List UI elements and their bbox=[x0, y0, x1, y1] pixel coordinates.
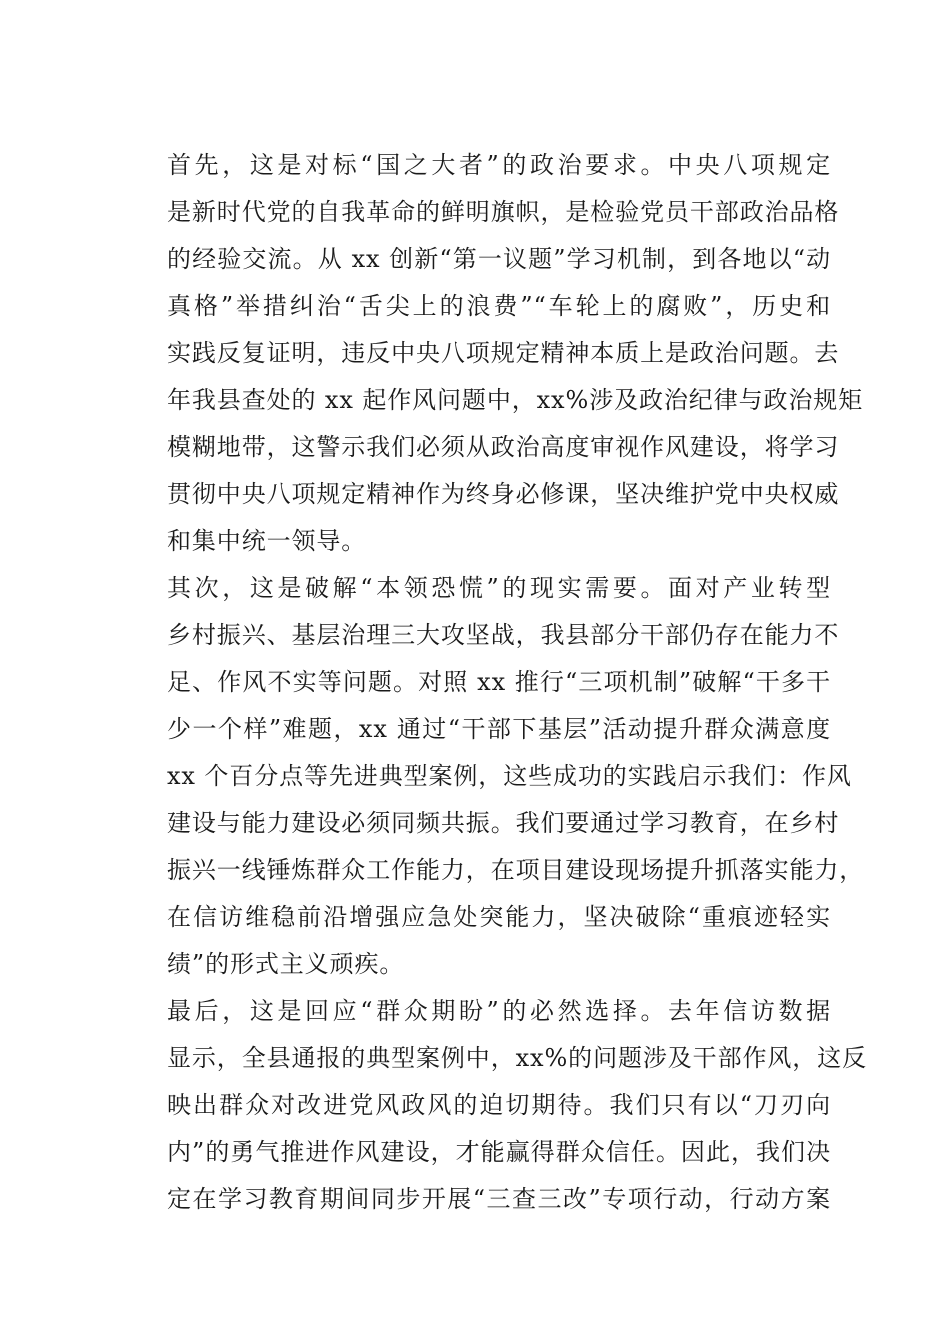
text-line: 首先，这是对标“国之大者”的政治要求。中央八项规定 bbox=[167, 151, 831, 179]
text-line: 其次，这是破解“本领恐慌”的现实需要。面对产业转型 bbox=[167, 574, 831, 602]
text-line: 真格”举措纠治“舌尖上的浪费”“车轮上的腐败”，历史和 bbox=[167, 292, 831, 320]
text-line: 和集中统一领导。 bbox=[167, 527, 367, 555]
paragraph-practical-need bbox=[119, 565, 865, 988]
text-line: 振兴一线锤炼群众工作能力，在项目建设现场提升抓落实能力， bbox=[167, 856, 865, 884]
text-line: 显示，全县通报的典型案例中，xx%的问题涉及干部作风，这反 bbox=[167, 1044, 867, 1072]
text-line: 绩”的形式主义顽疾。 bbox=[167, 950, 405, 978]
text-line: 内”的勇气推进作风建设，才能赢得群众信任。因此，我们决 bbox=[167, 1138, 831, 1166]
text-line: 是新时代党的自我革命的鲜明旗帜，是检验党员干部政治品格 bbox=[167, 198, 840, 226]
paragraph-public-expectation bbox=[119, 988, 867, 1223]
text-line: 实践反复证明，违反中央八项规定精神本质上是政治问题。去 bbox=[167, 339, 840, 367]
text-line: 定在学习教育期间同步开展“三查三改”专项行动，行动方案 bbox=[167, 1185, 831, 1213]
text-line: xx 个百分点等先进典型案例，这些成功的实践启示我们：作风 bbox=[167, 762, 852, 790]
text-line: 建设与能力建设必须同频共振。我们要通过学习教育，在乡村 bbox=[167, 809, 840, 837]
paragraph-political-requirement bbox=[119, 142, 864, 565]
text-line: 年我县查处的 xx 起作风问题中，xx%涉及政治纪律与政治规矩 bbox=[167, 386, 864, 414]
body-text bbox=[119, 142, 867, 1223]
text-line: 足、作风不实等问题。对照 xx 推行“三项机制”破解“干多干 bbox=[167, 668, 831, 696]
text-line: 的经验交流。从 xx 创新“第一议题”学习机制，到各地以“动 bbox=[167, 245, 831, 273]
text-line: 模糊地带，这警示我们必须从政治高度审视作风建设，将学习 bbox=[167, 433, 840, 461]
text-line: 贯彻中央八项规定精神作为终身必修课，坚决维护党中央权威 bbox=[167, 480, 840, 508]
text-line: 最后，这是回应“群众期盼”的必然选择。去年信访数据 bbox=[167, 997, 831, 1025]
text-line: 在信访维稳前沿增强应急处突能力，坚决破除“重痕迹轻实 bbox=[167, 903, 831, 931]
text-line: 映出群众对改进党风政风的迫切期待。我们只有以“刀刃向 bbox=[167, 1091, 831, 1119]
text-line: 少一个样”难题，xx 通过“干部下基层”活动提升群众满意度 bbox=[167, 715, 831, 743]
text-line: 乡村振兴、基层治理三大攻坚战，我县部分干部仍存在能力不 bbox=[167, 621, 840, 649]
